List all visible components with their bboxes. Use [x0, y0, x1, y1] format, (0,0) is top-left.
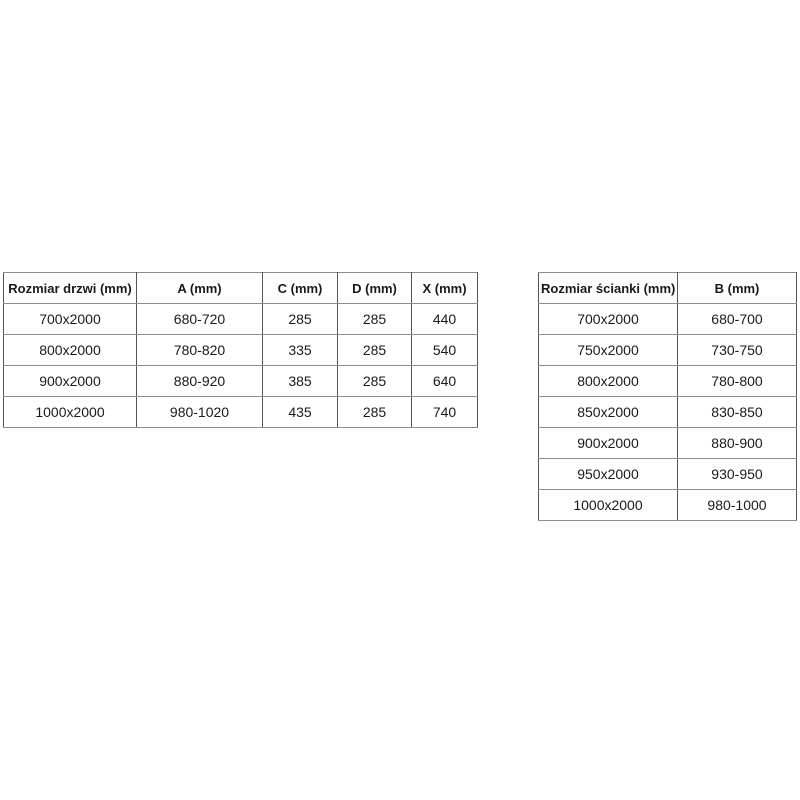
column-header: Rozmiar ścianki (mm) [539, 273, 678, 304]
table-cell: 880-920 [137, 366, 263, 397]
table-row [539, 304, 797, 335]
wall-size-table-header [539, 273, 797, 304]
table-cell: 385 [263, 366, 338, 397]
table-row [539, 335, 797, 366]
table-cell: 1000x2000 [4, 397, 137, 428]
wall-size-table [538, 272, 797, 521]
table-row [539, 366, 797, 397]
table-cell: 850x2000 [539, 397, 678, 428]
table-cell: 435 [263, 397, 338, 428]
column-header: X (mm) [412, 273, 478, 304]
table-cell: 680-720 [137, 304, 263, 335]
table-cell: 1000x2000 [539, 490, 678, 521]
table-cell: 285 [338, 335, 412, 366]
table-cell: 780-800 [678, 366, 797, 397]
table-cell: 950x2000 [539, 459, 678, 490]
door-size-table-body [4, 304, 478, 428]
column-header: C (mm) [263, 273, 338, 304]
door-size-table [3, 272, 478, 428]
table-cell: 700x2000 [539, 304, 678, 335]
table-cell: 900x2000 [539, 428, 678, 459]
column-header: B (mm) [678, 273, 797, 304]
table-cell: 640 [412, 366, 478, 397]
table-cell: 780-820 [137, 335, 263, 366]
table-cell: 740 [412, 397, 478, 428]
table-cell: 700x2000 [4, 304, 137, 335]
table-cell: 285 [263, 304, 338, 335]
table-cell: 880-900 [678, 428, 797, 459]
table-cell: 830-850 [678, 397, 797, 428]
table-cell: 285 [338, 304, 412, 335]
wall-size-table-body [539, 304, 797, 521]
column-header: D (mm) [338, 273, 412, 304]
table-cell: 285 [338, 397, 412, 428]
header-row [539, 273, 797, 304]
table-cell: 730-750 [678, 335, 797, 366]
table-cell: 980-1020 [137, 397, 263, 428]
table-row [539, 459, 797, 490]
table-cell: 540 [412, 335, 478, 366]
header-row [4, 273, 478, 304]
table-row [539, 397, 797, 428]
table-cell: 750x2000 [539, 335, 678, 366]
table-cell: 440 [412, 304, 478, 335]
table-cell: 285 [338, 366, 412, 397]
column-header: A (mm) [137, 273, 263, 304]
table-cell: 335 [263, 335, 338, 366]
table-row [4, 366, 478, 397]
column-header: Rozmiar drzwi (mm) [4, 273, 137, 304]
table-cell: 930-950 [678, 459, 797, 490]
table-row [539, 428, 797, 459]
table-cell: 900x2000 [4, 366, 137, 397]
door-size-table-header [4, 273, 478, 304]
table-cell: 800x2000 [539, 366, 678, 397]
table-row [539, 490, 797, 521]
table-row [4, 335, 478, 366]
table-cell: 680-700 [678, 304, 797, 335]
table-cell: 980-1000 [678, 490, 797, 521]
table-cell: 800x2000 [4, 335, 137, 366]
table-row [4, 304, 478, 335]
table-row [4, 397, 478, 428]
